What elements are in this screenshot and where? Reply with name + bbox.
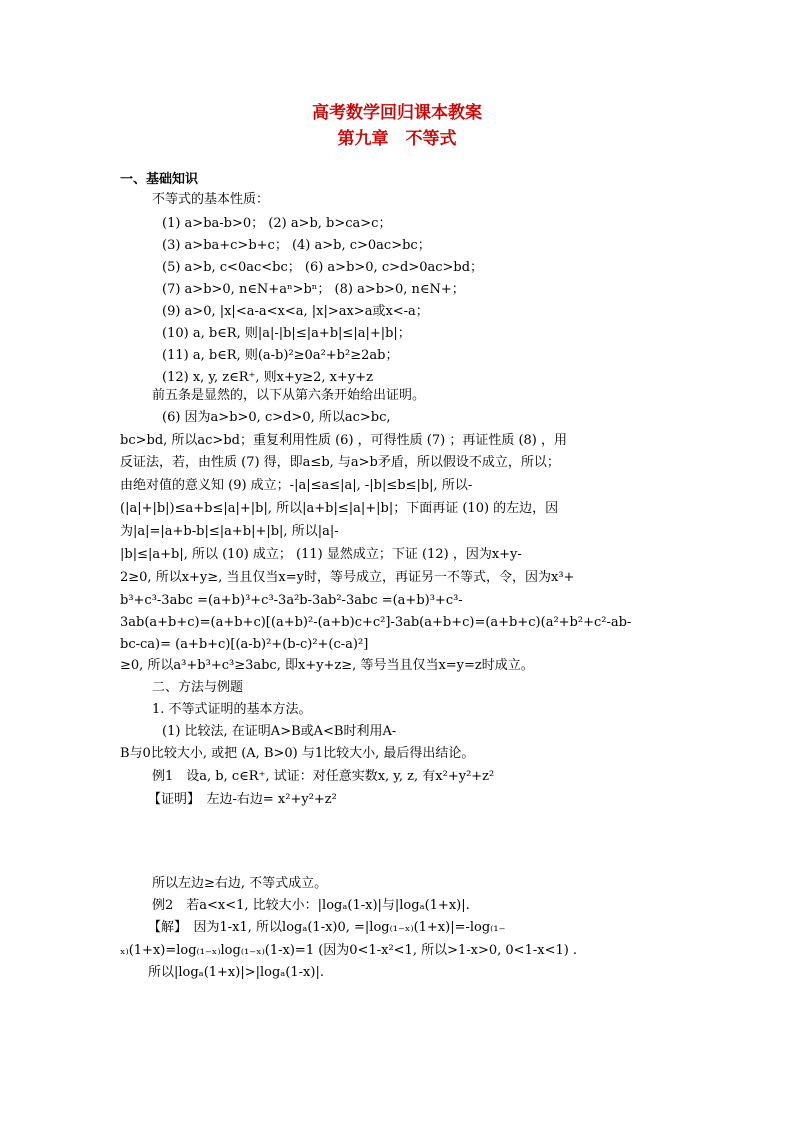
- text-line: (|a|+|b|)≤a+b≤|a|+|b|, 所以|a+b|≤|a|+|b|；下面再证 (10) 的左边，因: [120, 501, 559, 516]
- text-line: (1) 比较法, 在证明A>B或A<B时利用A-: [162, 724, 397, 739]
- text-line: bc-ca)= (a+b+c)[(a-b)²+(b-c)²+(c-a)²]: [120, 637, 369, 652]
- solution-line: 【解】 因为1-x1, 所以logₐ(1-x)0, =|log₍₁₋ₓ₎(1+x)|=-log₍₁₋: [148, 920, 506, 935]
- text-line: 1. 不等式证明的基本方法。: [152, 702, 312, 717]
- text-line: b³+c³-3abc =(a+b)³+c³-3a²b-3ab²-3abc =(a+b)³+c³-: [120, 593, 463, 608]
- property-line: (12) x, y, z∈R⁺, 则x+y≥2, x+y+z: [162, 370, 373, 385]
- text-line: ≥0, 所以a³+b³+c³≥3abc, 即x+y+z≥, 等号当且仅当x=y=z时成立。: [120, 658, 534, 673]
- text-line: 所以|logₐ(1+x)|>|logₐ(1-x)|.: [148, 965, 324, 980]
- chapter-title: 第九章 不等式: [337, 129, 457, 149]
- property-line: (9) a>0, |x|<a-a<x<a, |x|>ax>a或x<-a；: [162, 304, 429, 319]
- text-line: 不等式的基本性质：: [152, 192, 270, 207]
- text-line: 前五条是显然的，以下从第六条开始给出证明。: [152, 388, 426, 403]
- proof-line: 【证明】 左边-右边= x²+y²+z²: [148, 792, 337, 807]
- property-line: (10) a, b∈R, 则|a|-|b|≤|a+b|≤|a|+|b|；: [162, 326, 411, 341]
- text-line: 由绝对值的意义知 (9) 成立；-|a|≤a≤|a|, -|b|≤b≤|b|, 所以-: [120, 478, 473, 493]
- text-line: |b|≤|a+b|, 所以 (10) 成立； (11) 显然成立；下证 (12) ，因为x+y-: [120, 547, 522, 562]
- section-heading-basics: 一、基础知识: [120, 172, 199, 187]
- example-line: 例2 若a<x<1, 比较大小：|logₐ(1-x)|与|logₐ(1+x)|.: [152, 898, 470, 913]
- text-line: (6) 因为a>b>0, c>d>0, 所以ac>bc,: [162, 410, 391, 425]
- property-line: (11) a, b∈R, 则(a-b)²≥0a²+b²≥2ab；: [162, 348, 399, 363]
- text-line: bc>bd, 所以ac>bd；重复利用性质 (6) ，可得性质 (7) ；再证性质 (8) ，用: [120, 433, 568, 448]
- property-line: (3) a>ba+c>b+c； (4) a>b, c>0ac>bc；: [162, 238, 431, 253]
- solution-line: ₓ₎(1+x)=log₍₁₋ₓ₎log₍₁₋ₓ₎(1-x)=1 (因为0<1-x²<1, 所以>1-x>0, 0<1-x<1) .: [120, 943, 578, 958]
- text-line: 反证法，若，由性质 (7) 得，即a≤b, 与a>b矛盾，所以假设不成立，所以；: [120, 455, 560, 470]
- text-line: 3ab(a+b+c)=(a+b+c)[(a+b)²-(a+b)c+c²]-3ab(a+b+c)=(a+b+c)(a²+b²+c²-ab-: [120, 615, 632, 630]
- section-heading-methods: 二、方法与例题: [152, 680, 244, 695]
- property-line: (7) a>b>0, n∈N+aⁿ>bⁿ； (8) a>b>0, n∈N+；: [162, 282, 465, 297]
- text-line: 2≥0, 所以x+y≥, 当且仅当x=y时，等号成立，再证另一不等式，令，因为x³+: [120, 570, 575, 585]
- example-line: 例1 设a, b, c∈R⁺, 试证：对任意实数x, y, z, 有x²+y²+z²: [152, 769, 495, 784]
- property-line: (5) a>b, c<0ac<bc； (6) a>b>0, c>d>0ac>bd；: [162, 260, 484, 275]
- text-line: 所以左边≥右边, 不等式成立。: [152, 876, 328, 891]
- property-line: (1) a>ba-b>0； (2) a>b, b>ca>c；: [162, 216, 392, 231]
- text-line: 为|a|=|a+b-b|≤|a+b|+|b|, 所以|a|-: [120, 524, 339, 539]
- text-line: B与0比较大小, 或把 (A, B>0) 与1比较大小, 最后得出结论。: [120, 746, 475, 761]
- document-title: 高考数学回归课本教案: [312, 103, 482, 123]
